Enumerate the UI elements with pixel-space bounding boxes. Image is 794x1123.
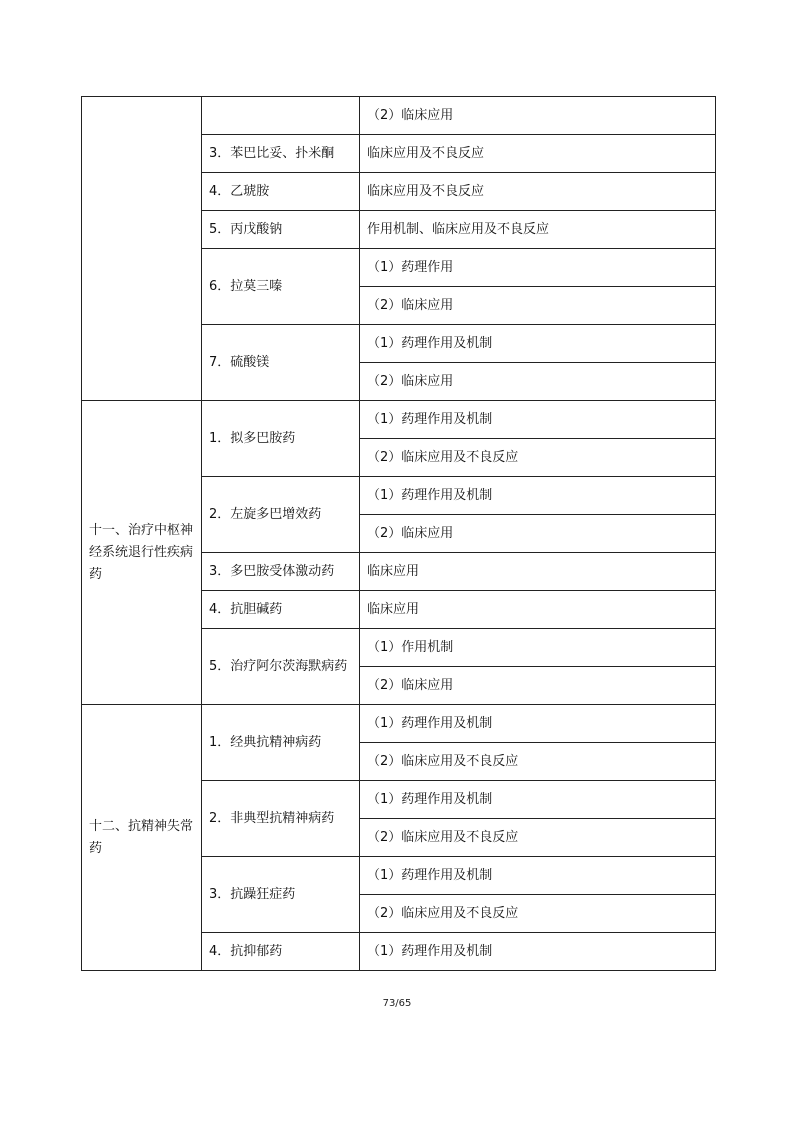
requirement-cell: 临床应用 (360, 591, 716, 629)
requirement-cell: 作用机制、临床应用及不良反应 (360, 211, 716, 249)
requirement-cell: （1）药理作用及机制 (360, 401, 716, 439)
topic-cell: 3．苯巴比妥、扑米酮 (202, 135, 360, 173)
requirement-cell: （2）临床应用及不良反应 (360, 743, 716, 781)
topic-cell: 5．丙戊酸钠 (202, 211, 360, 249)
requirement-cell: （2）临床应用 (360, 287, 716, 325)
requirement-cell: （1）药理作用 (360, 249, 716, 287)
requirement-cell: （2）临床应用 (360, 97, 716, 135)
requirement-cell: （1）药理作用及机制 (360, 477, 716, 515)
requirement-cell: 临床应用及不良反应 (360, 135, 716, 173)
topic-cell: 2．非典型抗精神病药 (202, 781, 360, 857)
syllabus-table (81, 96, 716, 971)
table-row (82, 401, 716, 439)
topic-cell: 4．抗抑郁药 (202, 933, 360, 971)
topic-cell (202, 97, 360, 135)
topic-cell: 4．乙琥胺 (202, 173, 360, 211)
requirement-cell: （2）临床应用 (360, 363, 716, 401)
requirement-cell: （1）药理作用及机制 (360, 325, 716, 363)
requirement-cell: （2）临床应用及不良反应 (360, 819, 716, 857)
topic-cell: 6．拉莫三嗪 (202, 249, 360, 325)
topic-cell: 1．拟多巴胺药 (202, 401, 360, 477)
topic-cell: 7．硫酸镁 (202, 325, 360, 401)
requirement-cell: （2）临床应用及不良反应 (360, 895, 716, 933)
topic-cell: 5．治疗阿尔茨海默病药 (202, 629, 360, 705)
requirement-cell: 临床应用及不良反应 (360, 173, 716, 211)
topic-cell: 4．抗胆碱药 (202, 591, 360, 629)
requirement-cell: （1）药理作用及机制 (360, 933, 716, 971)
requirement-cell: （2）临床应用 (360, 515, 716, 553)
requirement-cell: （2）临床应用及不良反应 (360, 439, 716, 477)
requirement-cell: （1）药理作用及机制 (360, 781, 716, 819)
topic-cell: 3．抗躁狂症药 (202, 857, 360, 933)
page-number: 73/65 (382, 998, 412, 1009)
requirement-cell: （1）药理作用及机制 (360, 705, 716, 743)
requirement-cell: （2）临床应用 (360, 667, 716, 705)
section-cell: 十一、治疗中枢神经系统退行性疾病药 (82, 401, 202, 705)
topic-cell: 3．多巴胺受体激动药 (202, 553, 360, 591)
table-row (82, 705, 716, 743)
topic-cell: 1．经典抗精神病药 (202, 705, 360, 781)
requirement-cell: （1）作用机制 (360, 629, 716, 667)
section-cell (82, 97, 202, 401)
requirement-cell: 临床应用 (360, 553, 716, 591)
topic-cell: 2．左旋多巴增效药 (202, 477, 360, 553)
table-row (82, 97, 716, 135)
section-cell: 十二、抗精神失常药 (82, 705, 202, 971)
requirement-cell: （1）药理作用及机制 (360, 857, 716, 895)
